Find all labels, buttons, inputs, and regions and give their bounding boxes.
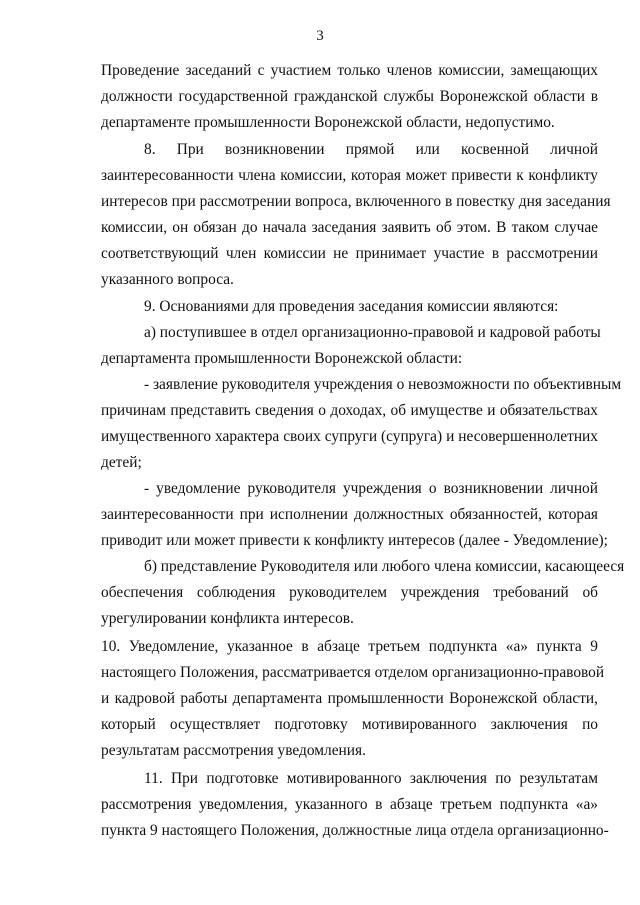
- text-line: детей;: [101, 454, 142, 471]
- text-line: - заявление руководителя учреждения о невозможности по объективным: [144, 376, 622, 393]
- text-line: настоящего Положения, рассматривается отделом организационно-правовой: [101, 664, 605, 681]
- text-line: обеспечения соблюдения руководителем учреждения требований об: [101, 584, 598, 601]
- page-number: 3: [316, 28, 324, 44]
- paragraph: [101, 766, 609, 844]
- text-line: результатам рассмотрения уведомления.: [101, 742, 366, 759]
- text-line: 9. Основаниями для проведения заседания комиссии являются:: [144, 298, 559, 315]
- text-line: интересов при рассмотрении вопроса, включенного в повестку дня заседания: [101, 193, 611, 210]
- paragraph: [101, 137, 611, 293]
- text-line: департаменте промышленности Воронежской области, недопустимо.: [101, 114, 555, 131]
- text-line: приводит или может привести к конфликту интересов (далее - Уведомление);: [101, 532, 608, 549]
- text-line: урегулировании конфликта интересов.: [101, 610, 354, 627]
- paragraph: [101, 372, 622, 476]
- text-line: причинам представить сведения о доходах, об имуществе и обязательствах: [101, 402, 598, 419]
- text-line: соответствующий член комиссии не принимает участие в рассмотрении: [101, 245, 598, 262]
- text-line: Проведение заседаний с участием только членов комиссии, замещающих: [101, 62, 598, 79]
- paragraph: [101, 320, 601, 372]
- text-line: имущественного характера своих супруги (супруга) и несовершеннолетних: [101, 428, 598, 445]
- text-line: и кадровой работы департамента промышленности Воронежской области,: [101, 690, 598, 707]
- paragraph: [101, 554, 625, 632]
- text-line: б) представление Руководителя или любого члена комиссии, касающееся: [144, 558, 625, 575]
- text-line: указанного вопроса.: [101, 271, 234, 288]
- text-line: комиссии, он обязан до начала заседания заявить об этом. В таком случае: [101, 219, 598, 236]
- text-line: заинтересованности при исполнении должностных обязанностей, которая: [101, 506, 598, 523]
- text-line: 8. При возникновении прямой или косвенной личной: [144, 141, 598, 158]
- text-line: 11. При подготовке мотивированного заключения по результатам: [144, 770, 598, 787]
- paragraph: [101, 476, 608, 554]
- text-line: - уведомление руководителя учреждения о возникновении личной: [144, 480, 598, 497]
- text-line: рассмотрения уведомления, указанного в абзаце третьем подпункта «а»: [101, 796, 598, 813]
- text-line: 10. Уведомление, указанное в абзаце третьем подпункта «а» пункта 9: [101, 638, 598, 655]
- text-line: заинтересованности члена комиссии, которая может привести к конфликту: [101, 167, 598, 184]
- text-line: департамента промышленности Воронежской области:: [101, 350, 463, 367]
- paragraph: [101, 58, 598, 136]
- paragraph: [101, 294, 598, 320]
- text-line: который осуществляет подготовку мотивированного заключения по: [101, 716, 598, 733]
- text-line: пункта 9 настоящего Положения, должностные лица отдела организационно-: [101, 822, 609, 839]
- paragraph: [101, 634, 605, 764]
- text-line: должности государственной гражданской службы Воронежской области в: [101, 88, 598, 105]
- document-body: [101, 58, 625, 844]
- text-line: а) поступившее в отдел организационно-правовой и кадровой работы: [144, 324, 601, 341]
